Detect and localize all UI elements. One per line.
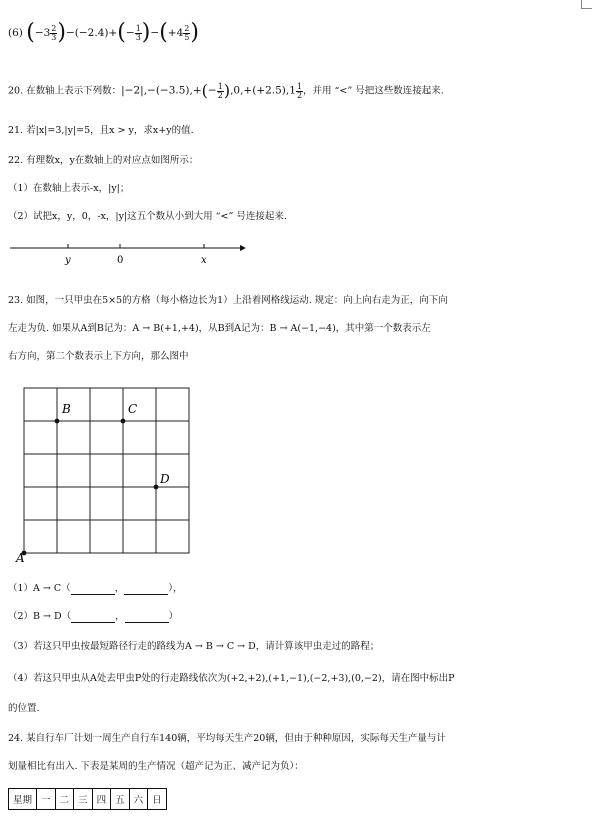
q23-line3: 右方向，第二个数表示上下方向，那么图中 [8,351,189,362]
answer-blank[interactable] [124,584,168,595]
q23-grid [18,382,202,564]
page-corner-mark [581,0,592,9]
number-line-arrow [240,245,246,251]
q6-expression: (6) (−3 $\frac{2}{3}$ )−(−2.4)+(− $\frac{1}{3}$ )−(+4 $\frac{2}{5}$ ) [8,20,199,45]
table-cell: 三 [74,789,93,810]
q23-sub2: （2）B → D（ ， ） [8,611,179,622]
q6-label: (6) [8,27,23,39]
q23-sub1: （1）A → C（ ， ）， [8,583,183,594]
q20-text: 20. 在数轴上表示下列数：|−2|,−(−3.5),+(− $\frac{1}{2}$ ),0,+(+2.5),1 $\frac{1}{2}$ ，并用 “<” 号把这些数连接起来. [8,81,444,100]
table-cell: 星期 [9,789,37,810]
q23-sub3: （3）若这只甲虫按最短路径行走的路线为A → B → C → D，请计算该甲虫走过的路程； [8,641,380,652]
q22-title: 22. 有理数x，y在数轴上的对应点如图所示： [8,155,199,166]
table-cell: 四 [92,789,111,810]
point-c [121,419,126,424]
q23-sub4-cont: 的位置. [8,703,40,714]
point-b [55,419,60,424]
table-cell: 六 [129,789,148,810]
q21-text: 21. 若|x|=3,|y|=5，且x > y，求x+y的值. [8,125,194,136]
answer-blank[interactable] [71,584,115,595]
q23-line2: 左走为负. 如果从A到B记为：A → B(+1,+4)，从B到A记为：B → A(−1,−4)，其中第一个数表示左 [8,323,431,334]
table-cell: 二 [55,789,74,810]
label-y: y [65,255,71,266]
label-a: A [16,551,25,565]
point-d [154,485,159,490]
table-cell: 五 [111,789,130,810]
table-cell: 日 [148,789,167,810]
label-c: C [128,402,138,416]
grid-lines [24,388,189,553]
q6-middle-term: −(−2.4)+ [65,27,118,39]
q22-part1: （1）在数轴上表示-x，|y|； [8,183,130,194]
table-header-row [9,789,167,810]
answer-blank[interactable] [125,612,169,623]
q24-line2: 划量相比有出入. 下表是某周的生产情况（超产记为正、减产记为负）： [8,761,304,772]
q24-line1: 24. 某自行车厂计划一周生产自行车140辆，平均每天生产20辆，但由于种种原因，实际每天生产量与计 [8,733,446,744]
label-x: x [201,255,207,266]
q23-sub4: （4）若这只甲虫从A处去甲虫P处的行走路线依次为(+2,+2),(+1,−1),(−2,+3),(0,−2)，请在图中标出P [8,673,455,684]
table-cell: 一 [37,789,56,810]
q22-number-line [8,236,248,268]
label-d: D [160,472,170,486]
answer-blank[interactable] [71,612,115,623]
q24-production-table [8,788,167,810]
label-b: B [62,402,71,416]
label-zero: 0 [117,255,124,266]
q23-line1: 23. 如图，一只甲虫在5×5的方格（每小格边长为1）上沿着网格线运动. 规定：向上向右走为正，向下向 [8,295,448,306]
q22-part2: （2）试把x，y，0，-x，|y|这五个数从小到大用 “<” 号连接起来. [8,211,287,222]
